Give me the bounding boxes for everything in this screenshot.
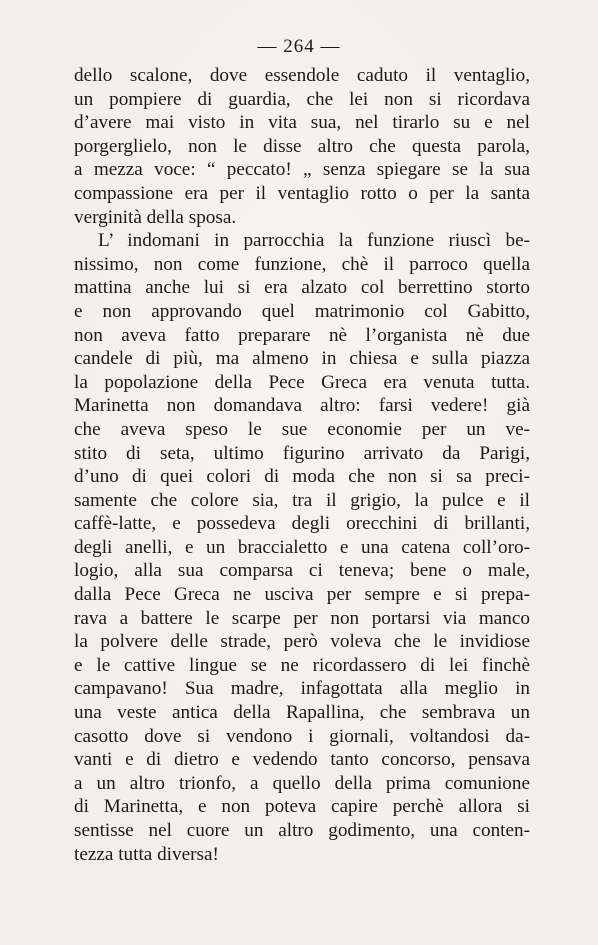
text-line: la popolazione della Pece Greca era venuta tutta. [74,371,530,393]
text-line: dello scalone, dove essendole caduto il ventaglio, [74,65,530,86]
text-line: verginità della sposa. [74,206,237,228]
text-line: compassione era per il ventaglio rotto o per la santa [74,182,530,204]
text-line: e non approvando quel matrimonio col Gabitto, [74,300,530,322]
text-line: che aveva speso le sue economie per un ve- [74,418,530,440]
text-line: casotto dove si vendono i giornali, voltandosi da- [74,725,530,747]
text-line: una veste antica della Rapallina, che sembrava un [74,702,530,724]
text-line: di Marinetta, e non poteva capire perchè allora si [74,796,530,818]
text-line: sentisse nel cuore un altro godimento, una conten- [74,820,530,841]
text-line: nissimo, non come funzione, chè il parroco quella [74,253,530,275]
text-line: caffè-latte, e possedeva degli orecchini di brillanti, [74,513,530,535]
page-number: — 264 — [257,36,341,57]
text-line: tezza tutta diversa! [74,843,219,865]
text-line: samente che colore sia, tra il grigio, la pulce e il [74,489,530,511]
text-line: candele di più, ma almeno in chiesa e sulla piazza [74,348,530,370]
text-line: e le cattive lingue se ne ricordassero di lei finchè [74,654,530,676]
text-line: dalla Pece Greca ne usciva per sempre e si prepa- [74,584,530,606]
text-line: campavano! Sua madre, infagottata alla meglio in [74,678,530,700]
text-line: d’avere mai visto in vita sua, nel tirarlo su e nel [74,112,530,134]
text-line: un pompiere di guardia, che lei non si ricordava [74,88,530,110]
text-line: logio, alla sua comparsa ci teneva; bene o male, [74,560,530,582]
text-line: vanti e di dietro e vedendo tanto concorso, pensava [74,749,530,771]
text-line: rava a battere le scarpe per non portarsi via manco [74,607,530,629]
text-line: mattina anche lui si era alzato col berrettino storto [74,277,530,299]
text-line: d’uno di quei colori di moda che non si sa preci- [74,466,530,488]
text-line: degli anelli, e un braccialetto e una catena coll’oro- [74,536,530,558]
text-line: non aveva fatto preparare nè l’organista nè due [74,324,530,346]
text-line: Marinetta non domandava altro: farsi vedere! già [74,395,530,417]
body-text [74,64,530,866]
text-line: L’ indomani in parrocchia la funzione riuscì be- [98,230,530,252]
text-line: a mezza voce: “ peccato! „ senza spiegare se la sua [74,159,530,181]
text-line: porgerglielo, non le disse altro che questa parola, [74,135,530,157]
text-line: la polvere delle strade, però voleva che le invidiose [74,631,530,653]
text-line: a un altro trionfo, a quello della prima comunione [74,772,530,794]
text-line: stito di seta, ultimo figurino arrivato da Parigi, [74,442,530,464]
